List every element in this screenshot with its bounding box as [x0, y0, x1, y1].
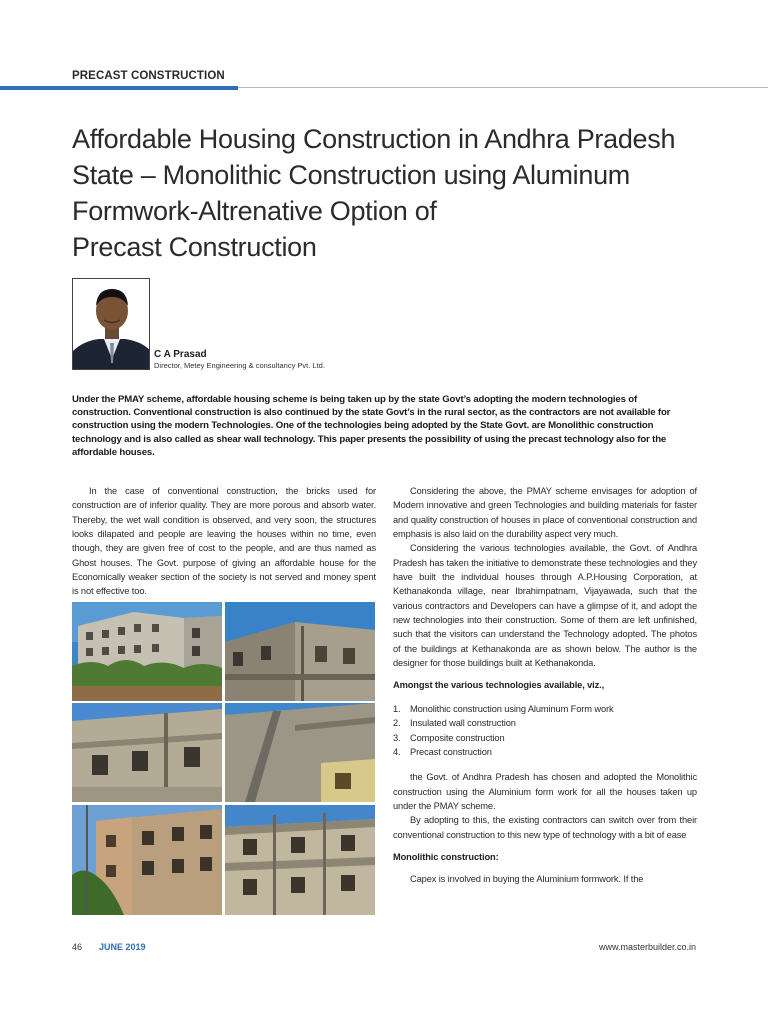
abstract: Under the PMAY scheme, affordable housing scheme is being taken up by the state Govt’s adopting the modern technologies of construction. Conventional construction is also continued by the state Govt’s in the rural sector, as the contractors are not available for construction using the modern Technologies. One of the technologies being adopted by the State Govt. are Monolithic construction technology and is also called as shear wall technology. This paper presents the possibility of using the precast technology also for the affordable houses.	[72, 394, 671, 458]
right-column	[393, 484, 697, 887]
photo-top-right	[225, 602, 375, 701]
photo-bottom-left	[72, 805, 222, 915]
list-item	[393, 716, 697, 730]
body-paragraph: Considering the above, the PMAY scheme envisages for adoption of Modern innovative and green Technologies and building materials for faster and quality construction of houses in place of conventional construction and emphasis is also laid on the durability aspect very much.	[393, 486, 697, 540]
page-number: 46	[72, 942, 83, 952]
technology-list	[393, 702, 697, 759]
list-number: 3.	[393, 732, 401, 743]
website-url: www.masterbuilder.co.in	[598, 942, 696, 952]
issue-date: JUNE 2019	[99, 942, 146, 952]
article-title	[72, 121, 712, 265]
body-paragraph: By adopting to this, the existing contractors can switch over from their conventional construction to this new type of technology with a bit of ease	[393, 815, 697, 840]
photo-middle-right	[225, 703, 375, 802]
list-text: Composite construction	[410, 732, 505, 743]
author-role: Director, Metey Engineering & consultancy Pvt. Ltd.	[154, 361, 325, 370]
body-paragraph: the Govt. of Andhra Pradesh has chosen and adopted the Monolithic construction using the Aluminium form work for all the houses taken up under the PMAY scheme.	[393, 772, 697, 811]
list-item	[393, 702, 697, 716]
list-number: 2.	[393, 718, 401, 729]
list-item	[393, 731, 697, 745]
header-accent-rule	[0, 86, 238, 90]
title-line: State – Monolithic Construction using Aluminum	[72, 160, 630, 190]
author-name: C A Prasad	[154, 349, 207, 360]
subheading: Monolithic construction:	[393, 851, 499, 862]
title-line: Formwork-Altrenative Option of	[72, 196, 437, 226]
list-item	[393, 745, 697, 759]
photo-middle-left	[72, 703, 222, 802]
section-label: PRECAST CONSTRUCTION	[72, 70, 225, 82]
photo-bottom-right	[225, 805, 375, 915]
list-text: Precast construction	[410, 746, 492, 757]
body-paragraph: Capex is involved in buying the Aluminium formwork. If the	[410, 874, 644, 885]
author-portrait	[72, 278, 150, 370]
body-paragraph: In the case of conventional construction, the bricks used for construction are of inferior quality. They are more porous and absorb water. Thereby, the wet wall condition is observed, and very soon, the structures looks dilapated and people are leaving the houses within no time, even though, they are given free of cost to the people, and are thus named as Ghost houses. The Govt. purpose of giving an affordable house for the Economically weaker section of the society is not served and money spent is not effective too.	[72, 486, 376, 597]
list-number: 1.	[393, 703, 401, 714]
list-text: Insulated wall construction	[410, 718, 516, 729]
list-text: Monolithic construction using Aluminum Form work	[410, 703, 614, 714]
subheading: Amongst the various technologies available, viz.,	[393, 680, 605, 691]
title-line: Affordable Housing Construction in Andhra Pradesh	[72, 124, 676, 154]
photo-top-left	[72, 602, 222, 701]
body-paragraph: Considering the various technologies available, the Govt. of Andhra Pradesh has taken the initiative to demonstrate these technologies and they have built the individual houses through A.P.Housing Corporation, at Kethanakonda village, near Ibrahimpatnam, Vijayawada, such that the various contractors and Developers can have a glimpse of it, and adopt the new technologies into their construction. Some of them are left unfinished, such that the visitors can understand the Technology adopted. The photos of the buildings at Kethanakonda are as shown below. The author is the designer for those buildings built at Kethanakonda.	[393, 543, 697, 669]
left-column	[72, 484, 376, 599]
title-line: Precast Construction	[72, 232, 317, 262]
list-number: 4.	[393, 746, 401, 757]
